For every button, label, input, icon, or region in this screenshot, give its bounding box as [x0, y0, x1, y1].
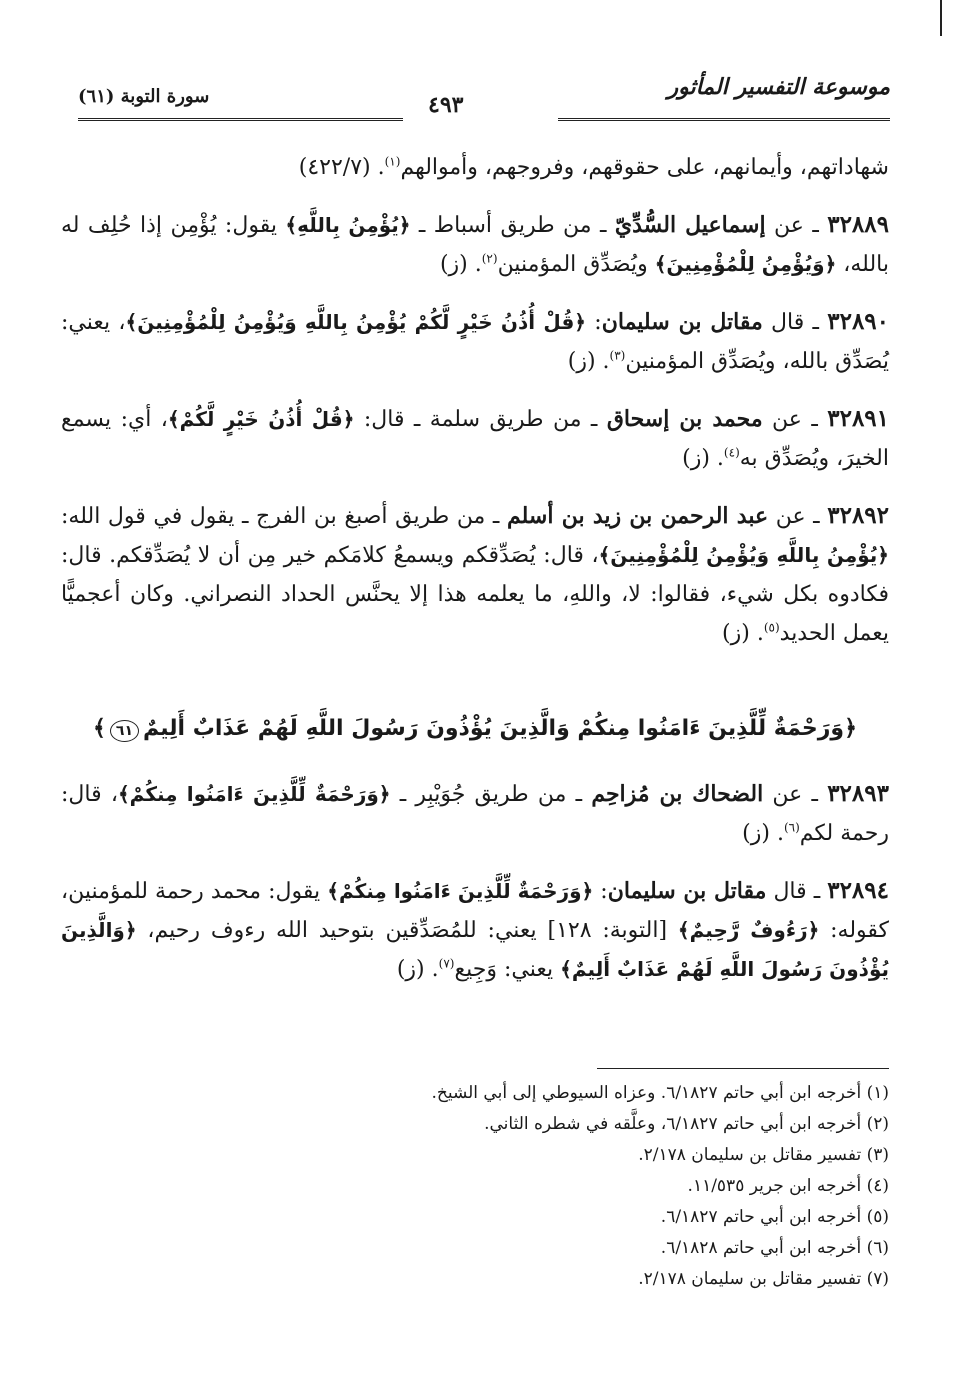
- entry-text: ـ من طريق جُوَيْبِر ـ: [390, 782, 592, 807]
- entry-text: يعني: وَجِيع: [454, 957, 561, 982]
- entry-number: ٣٢٨٩١: [827, 405, 890, 432]
- source-ref: . (ز): [567, 349, 610, 374]
- quran-quote: ﴿وَرَحْمَةٌ لِّلَّذِينَ ءَامَنُوا مِنكُمْ﴾: [327, 879, 594, 903]
- entry-number: ٣٢٨٩٤: [827, 877, 889, 904]
- source-ref: . (ز): [742, 821, 784, 846]
- verse-text: ﴿وَرَحْمَةٌ لِّلَّذِينَ ءَامَنُوا مِنكُمْ وَالَّذِينَ يُؤْذُونَ رَسُولَ اللَّهِ لَهُمْ عَذَابٌ أَلِيمٌ: [143, 716, 857, 741]
- source-ref: . (ز): [722, 621, 764, 646]
- page-number: ٤٩٣: [428, 92, 464, 118]
- entry-text: ، قال: يُصَدِّقكم ويسمعُ كلامَكم خير مِن أن لا يُصَدِّقكم. قال: فكادوه بكل شيء، فقالوا: لا، واللهِ، ما يعلمه هذا إلا يحنَّس الحداد النصراني. وكان أعجميًّا يعمل الحديد: [61, 543, 889, 646]
- entry-text: يقول: يُؤْمِن إذا حُلِف له بالله،: [61, 213, 889, 277]
- continuation-text: شهاداتهم، وأيمانهم، على حقوقهم، وفروجهم، وأموالهم: [400, 155, 889, 180]
- quran-quote: ﴿وَرَحْمَةٌ لِّلَّذِينَ ءَامَنُوا مِنكُمْ﴾: [117, 782, 391, 806]
- narration-entry: [61, 774, 889, 853]
- entry-text: ـ عن: [763, 782, 828, 807]
- entry-text: ، أي: يسمع الخيرَ، ويُصَدِّق به: [61, 407, 889, 471]
- entry-number: ٣٢٨٩٢: [827, 502, 890, 529]
- quran-quote: ﴿وَالَّذِينَ يُؤْذُونَ رَسُولَ اللَّهِ لَهُمْ عَذَابٌ أَلِيمٌ﴾: [61, 918, 889, 981]
- footnote: (٦) أخرجه ابن أبي حاتم ٦/١٨٢٨.: [660, 1238, 889, 1258]
- source-ref: . (ز): [396, 957, 439, 982]
- entry-text: [التوبة: ١٢٨] يعني: للمُصَدِّقين بتوحيد الله رءوف رحيم،: [136, 918, 678, 943]
- narrator-name: إسماعيل السُّدِّيّ: [614, 212, 766, 238]
- main-text: [61, 148, 889, 1007]
- quran-quote: ﴿قُلْ أُذُنُ خَيْرٍ لَّكُمْ يُؤْمِنُ بِاللَّهِ وَيُؤْمِنُ لِلْمُؤْمِنِينَ﴾: [125, 310, 587, 334]
- entry-number: ٣٢٨٩٠: [827, 308, 890, 335]
- footnote-ref: (٦): [783, 820, 800, 835]
- header-rule-right: [558, 118, 890, 121]
- source-ref: . (ز): [439, 252, 482, 277]
- entry-text: ـ عن: [762, 407, 828, 432]
- page-edge-mark: [940, 0, 942, 36]
- narration-entry: [61, 496, 889, 653]
- entry-text: ـ قال: [766, 879, 828, 904]
- entry-number: ٣٢٨٩٣: [827, 780, 889, 807]
- verse-heading: [61, 709, 889, 748]
- entry-text: :: [593, 879, 608, 904]
- footnote-ref: (٥): [763, 620, 780, 635]
- footnote: (٤) أخرجه ابن جرير ١١/٥٣٥.: [687, 1176, 889, 1196]
- verse-close: ﴾: [93, 716, 106, 741]
- surah-label: سورة التوبة (٦١): [78, 86, 210, 107]
- source-ref: . (ز): [682, 446, 724, 471]
- footnote-separator: [597, 1068, 889, 1069]
- entry-text: ، يعني: يُصَدِّق بالله، ويُصَدِّق المؤمنين: [61, 310, 889, 374]
- footnote: (٣) تفسير مقاتل بن سليمان ٢/١٧٨.: [638, 1145, 889, 1165]
- entry-text: ـ قال: [762, 310, 828, 335]
- entry-text: ـ عن: [768, 504, 828, 529]
- quran-quote: ﴿قُلْ أُذُنُ خَيْرٍ لَّكُمْ﴾: [167, 407, 355, 431]
- footnote-ref: (٤): [723, 445, 740, 460]
- footnote-ref: (٧): [438, 956, 455, 971]
- entry-text: :: [586, 310, 602, 335]
- narrator-name: مقاتل بن سليمان: [601, 309, 763, 335]
- footnote: (١) أخرجه ابن أبي حاتم ٦/١٨٢٧. وعزاه السيوطي إلى أبي الشيخ.: [431, 1083, 889, 1103]
- narrator-name: الضحاك بن مُزاحِم: [591, 781, 764, 807]
- quran-quote: ﴿وَيُؤْمِنُ لِلْمُؤْمِنِينَ﴾: [654, 252, 837, 276]
- entry-text: ، قال: رحمة لكم: [61, 782, 889, 846]
- narration-entry: [61, 205, 889, 284]
- narrator-name: عبد الرحمن بن زيد بن أسلم: [506, 503, 769, 529]
- quran-quote: ﴿يُؤْمِنُ بِاللَّهِ وَيُؤْمِنُ لِلْمُؤْمِنِينَ﴾: [598, 543, 889, 567]
- entry-text: ـ عن: [765, 213, 828, 238]
- narration-entry: [61, 302, 889, 381]
- narration-entry: [61, 871, 889, 989]
- entry-text: ـ من طريق أصبغ بن الفرج ـ يقول في قول الله:: [61, 504, 507, 529]
- quran-quote: ﴿يُؤْمِنُ بِاللَّهِ﴾: [285, 213, 411, 237]
- footnotes: [61, 1078, 889, 1295]
- footnote-ref: (٣): [609, 348, 626, 363]
- header-rule-left: [78, 118, 403, 121]
- book-title: موسوعة التفسير المأثور: [667, 74, 890, 100]
- narrator-name: مقاتل بن سليمان: [607, 878, 767, 904]
- narrator-name: محمد بن إسحاق: [606, 406, 763, 432]
- quran-quote: ﴿رَءُوفٌ رَّحِيمٌ﴾: [677, 918, 820, 942]
- footnote-ref: (٢): [481, 251, 498, 266]
- entry-text: يقول: محمد رحمة للمؤمنين، كقوله:: [61, 879, 890, 943]
- entry-number: ٣٢٨٨٩: [827, 211, 889, 238]
- entry-text: ويُصَدِّق المؤمنين: [497, 252, 655, 277]
- entry-text: ـ من طريق أسباط ـ: [410, 213, 615, 238]
- continuation-paragraph: [61, 148, 889, 187]
- footnote: (٥) أخرجه ابن أبي حاتم ٦/١٨٢٧.: [660, 1207, 889, 1227]
- entry-text: ـ من طريق سلمة ـ قال:: [354, 407, 607, 432]
- source-ref: . (٤٢٢/٧): [298, 155, 385, 180]
- narration-entry: [61, 399, 889, 478]
- footnote-ref: (١): [384, 154, 401, 169]
- footnote: (٧) تفسير مقاتل بن سليمان ٢/١٧٨.: [638, 1269, 889, 1289]
- footnote: (٢) أخرجه ابن أبي حاتم ٦/١٨٢٧، وعلَّقه في شطره الثاني.: [484, 1114, 889, 1134]
- verse-number-circle: ٦١: [110, 720, 139, 742]
- running-header: [78, 74, 890, 130]
